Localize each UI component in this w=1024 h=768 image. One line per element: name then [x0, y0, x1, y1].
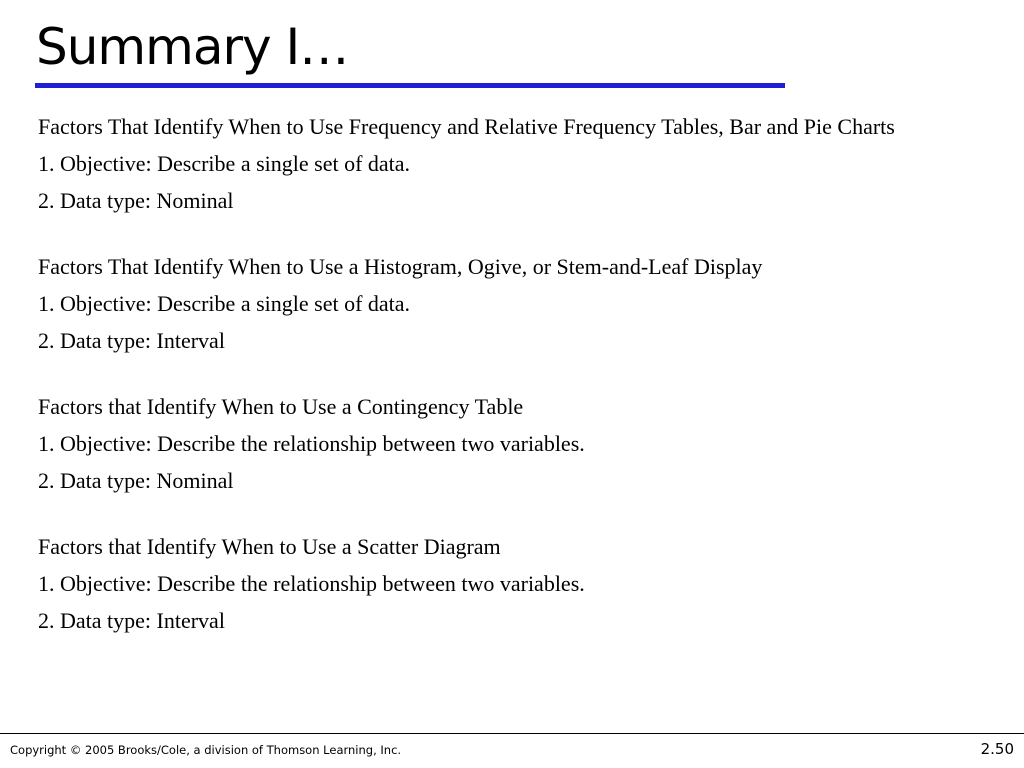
section-heading: Factors that Identify When to Use a Contingency Table: [38, 394, 524, 419]
section-frequency-tables: [38, 112, 988, 215]
data-type-item: 2. Data type: Interval: [38, 608, 225, 633]
footer-divider: [0, 733, 1024, 734]
data-type-item: 2. Data type: Nominal: [38, 468, 234, 493]
section-heading: Factors That Identify When to Use a Histogram, Ogive, or Stem-and-Leaf Display: [38, 254, 763, 279]
section-contingency-table: [38, 392, 988, 495]
copyright-notice: Copyright © 2005 Brooks/Cole, a division of Thomson Learning, Inc.: [10, 743, 402, 757]
section-histogram: [38, 252, 988, 355]
objective-item: 1. Objective: Describe the relationship between two variables.: [38, 431, 585, 456]
slide-body: [38, 112, 988, 643]
section-heading: Factors That Identify When to Use Frequency and Relative Frequency Tables, Bar and Pie Charts: [38, 114, 895, 139]
section-heading: Factors that Identify When to Use a Scatter Diagram: [38, 534, 501, 559]
page-number: 2.50: [980, 740, 1014, 758]
title-underline: [35, 83, 785, 88]
slide-title: Summary I…: [36, 18, 349, 76]
section-scatter-diagram: [38, 532, 988, 635]
data-type-item: 2. Data type: Nominal: [38, 188, 234, 213]
objective-item: 1. Objective: Describe the relationship between two variables.: [38, 571, 585, 596]
data-type-item: 2. Data type: Interval: [38, 328, 225, 353]
objective-item: 1. Objective: Describe a single set of data.: [38, 291, 411, 316]
objective-item: 1. Objective: Describe a single set of data.: [38, 151, 411, 176]
